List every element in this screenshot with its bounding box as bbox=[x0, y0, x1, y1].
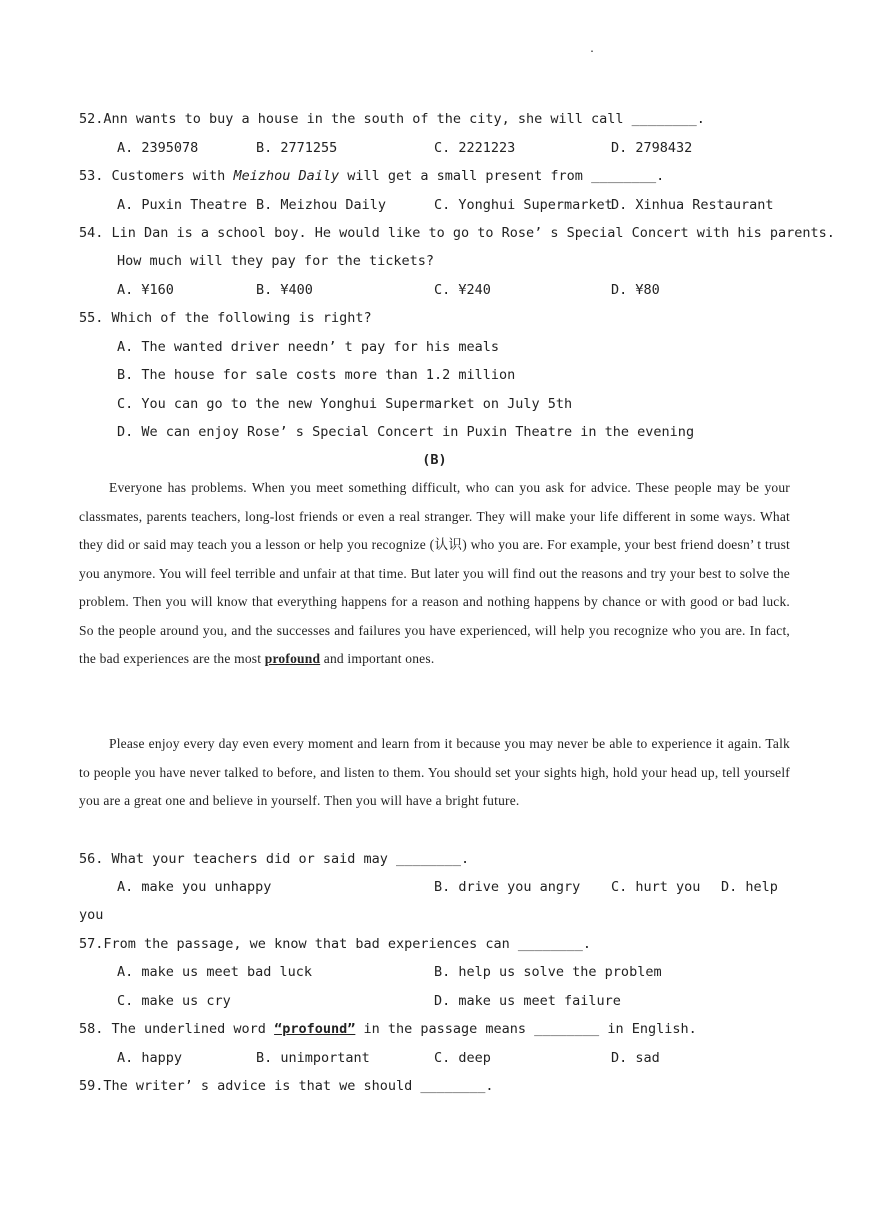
q55-option-b: B. The house for sale costs more than 1.2 million bbox=[117, 367, 516, 383]
q58-stem-pre: 58. The underlined word bbox=[79, 1021, 275, 1037]
q58-underlined-word: “profound” bbox=[274, 1021, 356, 1037]
q55-option-c: C. You can go to the new Yonghui Supermarket on July 5th bbox=[117, 396, 573, 412]
question-57-stem: 57.From the passage, we know that bad experiences can ________. bbox=[79, 936, 592, 952]
q53-stem-pre: 53. Customers with bbox=[79, 168, 234, 184]
question-56-stem: 56. What your teachers did or said may ________. bbox=[79, 851, 470, 867]
q58-option-a: A. happy bbox=[117, 1050, 183, 1066]
q53-option-d: D. Xinhua Restaurant bbox=[611, 197, 774, 213]
q54-option-d: D. ¥80 bbox=[611, 282, 660, 298]
q57-option-a: A. make us meet bad luck bbox=[117, 964, 313, 980]
passage-paragraph-2 bbox=[79, 730, 790, 816]
q53-option-b: B. Meizhou Daily bbox=[256, 197, 387, 213]
q52-option-b: B. 2771255 bbox=[256, 140, 338, 156]
q56-option-d-wrap: you bbox=[79, 907, 104, 923]
q58-option-b: B. unimportant bbox=[256, 1050, 370, 1066]
q52-option-c: C. 2221223 bbox=[434, 140, 516, 156]
q53-option-c: C. Yonghui Supermarket bbox=[434, 197, 613, 213]
q58-option-d: D. sad bbox=[611, 1050, 660, 1066]
question-59-stem: 59.The writer’ s advice is that we should ________. bbox=[79, 1078, 494, 1094]
q58-stem-post: in the passage means ________ in English. bbox=[355, 1021, 697, 1037]
q57-option-c: C. make us cry bbox=[117, 993, 231, 1009]
q52-option-a: A. 2395078 bbox=[117, 140, 199, 156]
q57-option-d: D. make us meet failure bbox=[434, 993, 621, 1009]
q54-option-b: B. ¥400 bbox=[256, 282, 313, 298]
passage-p2-text: Please enjoy every day even every moment and learn from it because you may never be able to experience it again. Talk to people you have never talked to before, and listen to them. You should set your sights high, hold your head up, tell yourself you are a great one and believe in yourself. Then you will have a bright future. bbox=[79, 736, 790, 808]
section-b-heading: (B) bbox=[422, 452, 447, 468]
underlined-word-profound: profound bbox=[264, 651, 321, 666]
passage-p1-text: Everyone has problems. When you meet something difficult, who can you ask for advice. These people may be your classmates, parents teachers, long-lost friends or even a real stranger. They will make your life different in some ways. What they did or said may teach you a lesson or help you recognize (认识) who you are. For example, your best friend doesn’ t trust you anymore. You will feel terrible and unfair at that time. But later you will find out the reasons and try your best to solve the problem. Then you will know that everything happens for a reason and nothing happens by chance or with good or bad luck. So the people around you, and the successes and failures you have experienced, will help you recognize who you are. In fact, the bad experiences are the most bbox=[79, 480, 790, 666]
question-52-stem: 52.Ann wants to buy a house in the south of the city, she will call ________. bbox=[79, 111, 705, 127]
q58-option-c: C. deep bbox=[434, 1050, 491, 1066]
q56-option-b: B. drive you angry bbox=[434, 879, 581, 895]
q55-option-d: D. We can enjoy Rose’ s Special Concert in Puxin Theatre in the evening bbox=[117, 424, 695, 440]
q54-option-c: C. ¥240 bbox=[434, 282, 491, 298]
question-53-stem bbox=[79, 167, 664, 185]
q52-option-d: D. 2798432 bbox=[611, 140, 693, 156]
question-58-stem bbox=[79, 1020, 697, 1038]
q53-newspaper-title: Meizhou Daily bbox=[233, 168, 340, 184]
q53-stem-post: will get a small present from ________. bbox=[339, 168, 665, 184]
header-dot: . bbox=[589, 44, 596, 55]
q56-option-c: C. hurt you bbox=[611, 879, 701, 895]
question-54-stem-line1: 54. Lin Dan is a school boy. He would like to go to Rose’ s Special Concert with his parents. bbox=[79, 225, 835, 241]
q56-option-d: D. help bbox=[721, 879, 778, 895]
passage-p1-end: and important ones. bbox=[320, 651, 435, 666]
q54-option-a: A. ¥160 bbox=[117, 282, 174, 298]
q57-option-b: B. help us solve the problem bbox=[434, 964, 662, 980]
question-55-stem: 55. Which of the following is right? bbox=[79, 310, 372, 326]
q56-option-a: A. make you unhappy bbox=[117, 879, 272, 895]
passage-paragraph-1 bbox=[79, 474, 790, 674]
question-54-stem-line2: How much will they pay for the tickets? bbox=[117, 253, 434, 269]
q55-option-a: A. The wanted driver needn’ t pay for his meals bbox=[117, 339, 500, 355]
q53-option-a: A. Puxin Theatre bbox=[117, 197, 248, 213]
